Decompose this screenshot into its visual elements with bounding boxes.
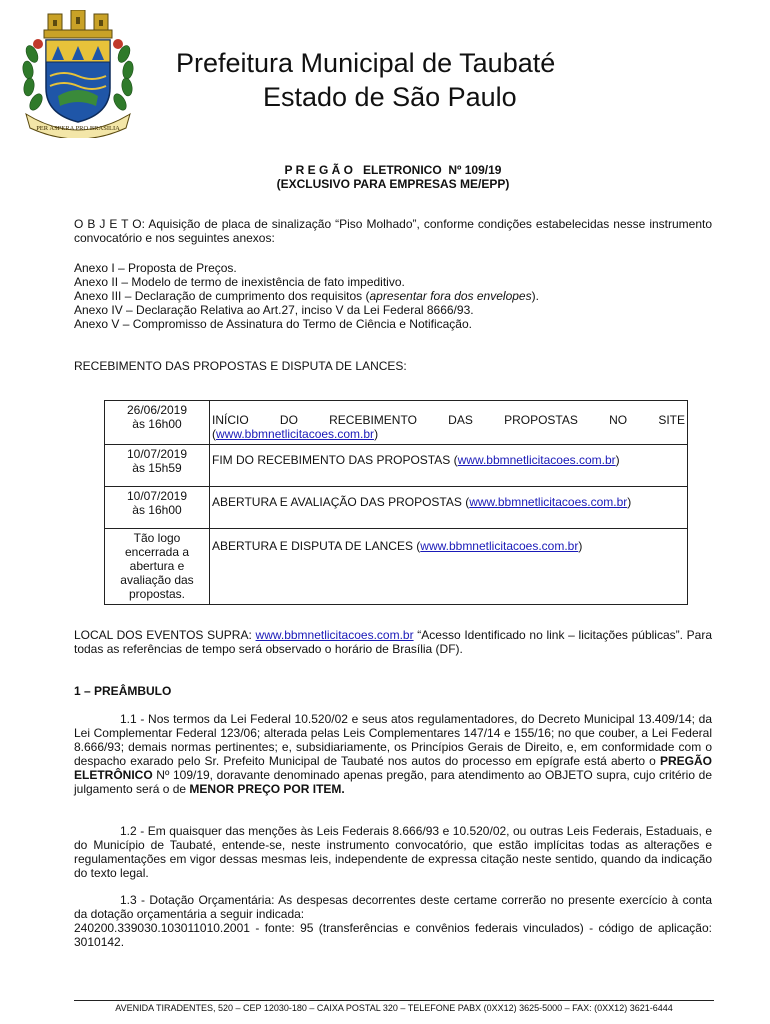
doc-title: P R E G Ã O ELETRONICO Nº 109/19 bbox=[284, 163, 502, 177]
anexo-item: Anexo IV – Declaração Relativa ao Art.27, inciso V da Lei Federal 8666/93. bbox=[74, 303, 474, 317]
objeto-paragraph bbox=[74, 217, 712, 245]
schedule-link[interactable]: www.bbmnetlicitacoes.com.br bbox=[469, 495, 628, 509]
header-subtitle: Estado de São Paulo bbox=[263, 82, 517, 112]
table-row bbox=[105, 487, 688, 529]
schedule-date: 26/06/2019 às 16h00 bbox=[105, 401, 210, 445]
anexo-item: Anexo V – Compromisso de Assinatura do Termo de Ciência e Notificação. bbox=[74, 317, 472, 331]
schedule-table bbox=[104, 400, 688, 605]
schedule-date: 10/07/2019 às 16h00 bbox=[105, 487, 210, 529]
crest-motto: PER ASPERA PRO BRASILIA bbox=[36, 125, 120, 132]
anexo-italic-note: apresentar fora dos envelopes bbox=[369, 289, 532, 303]
schedule-desc: INÍCIO DO RECEBIMENTO DAS PROPOSTAS NO SITE (www.bbmnetlicitacoes.com.br) bbox=[210, 401, 688, 445]
paragraph-1-3: 1.3 - Dotação Orçamentária: As despesas decorrentes deste certame correrão no presente exercício à conta da dotação orçamentária a seguir indicada: 240200.339030.103011010.2001 - fonte: 95 (transferências e convênios federais vinculados) - código de aplicação: 3010142. bbox=[74, 893, 712, 949]
schedule-link[interactable]: www.bbmnetlicitacoes.com.br bbox=[457, 453, 616, 467]
table-row bbox=[105, 529, 688, 605]
schedule-desc: ABERTURA E DISPUTA DE LANCES (www.bbmnetlicitacoes.com.br) bbox=[210, 529, 688, 605]
footer-address: AVENIDA TIRADENTES, 520 – CEP 12030-180 – CAIXA POSTAL 320 – TELEFONE PABX (0XX12) 3625-5000 – FAX: (0XX12) 3621-6444 bbox=[115, 1003, 673, 1013]
schedule-date: 10/07/2019 às 15h59 bbox=[105, 445, 210, 487]
paragraph-1-1: 1.1 - Nos termos da Lei Federal 10.520/02 e seus atos regulamentadores, do Decreto Municipal 13.409/14; da Lei Complementar Federal 123/06; alterada pelas Leis Complementares 147/14 e 155/16; no que couber, a Lei Federal 8.666/93; demais normas pertinentes; e, subsidiariamente, os Princípios Gerais de Direito, e, em conformidade com o despacho exarado pelo Sr. Prefeito Municipal de Taubaté nos autos do processo em epígrafe está aberto o PREGÃO ELETRÔNICO Nº 109/19, doravante denominado apenas pregão, para atendimento ao OBJETO supra, cujo critério de julgamento será o de MENOR PREÇO POR ITEM. bbox=[74, 712, 712, 796]
paragraph-1-2: 1.2 - Em quaisquer das menções às Leis Federais 8.666/93 e 10.520/02, ou outras Leis Federais, Estaduais, e do Município de Taubaté, entende-se, neste instrumento convocatório, que estão implícitas todas as alterações e regulamentações em vigor dessas mesmas leis, independente de expressa citação neste sentido, quando da indicação do texto legal. bbox=[74, 824, 712, 880]
anexo-item: Anexo III – Declaração de cumprimento dos requisitos (apresentar fora dos envelopes). bbox=[74, 289, 539, 303]
doc-subtitle: (EXCLUSIVO PARA EMPRESAS ME/EPP) bbox=[276, 177, 510, 191]
anexos-list bbox=[74, 261, 712, 331]
local-link[interactable]: www.bbmnetlicitacoes.com.br bbox=[255, 628, 414, 642]
header-title: Prefeitura Municipal de Taubaté bbox=[176, 48, 556, 78]
table-row bbox=[105, 445, 688, 487]
local-paragraph: LOCAL DOS EVENTOS SUPRA: www.bbmnetlicitacoes.com.br “Acesso Identificado no link – licitações públicas”. Para todas as referências de tempo será observado o horário de Brasília (DF). bbox=[74, 628, 713, 656]
schedule-link[interactable]: www.bbmnetlicitacoes.com.br bbox=[216, 427, 375, 441]
footer-divider bbox=[74, 1000, 714, 1001]
schedule-link[interactable]: www.bbmnetlicitacoes.com.br bbox=[420, 539, 579, 553]
schedule-desc: ABERTURA E AVALIAÇÃO DAS PROPOSTAS (www.bbmnetlicitacoes.com.br) bbox=[210, 487, 688, 529]
objeto-label: O B J E T O: bbox=[74, 217, 145, 231]
anexo-item: Anexo II – Modelo de termo de inexistência de fato impeditivo. bbox=[74, 275, 405, 289]
schedule-date: Tão logo encerrada a abertura e avaliação das propostas. bbox=[105, 529, 210, 605]
section-heading: 1 – PREÂMBULO bbox=[74, 684, 172, 698]
table-row bbox=[105, 401, 688, 445]
recebimento-heading: RECEBIMENTO DAS PROPOSTAS E DISPUTA DE LANCES: bbox=[74, 359, 407, 373]
municipal-crest bbox=[18, 10, 138, 138]
objeto-text: Aquisição de placa de sinalização “Piso Molhado”, conforme condições estabelecidas nesse instrumento convocatório e nos seguintes anexos: bbox=[74, 217, 713, 245]
schedule-desc: FIM DO RECEBIMENTO DAS PROPOSTAS (www.bbmnetlicitacoes.com.br) bbox=[210, 445, 688, 487]
anexo-item: Anexo I – Proposta de Preços. bbox=[74, 261, 237, 275]
